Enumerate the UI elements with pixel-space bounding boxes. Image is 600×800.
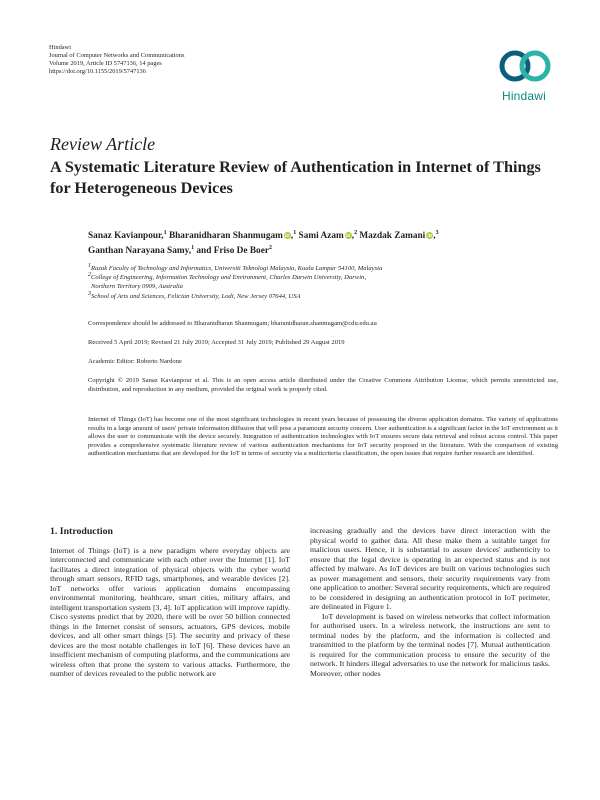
author (88, 231, 167, 241)
author: Mazdak Zamani iD,$^3$ (359, 229, 439, 241)
orcid-icon[interactable]: iD (345, 233, 351, 238)
orcid-icon[interactable]: iD (427, 233, 432, 238)
doi-link[interactable]: https://doi.org/10.1155/2019/5747136 (49, 68, 146, 75)
affiliation-mark: 3 (88, 290, 91, 297)
author-name: Mazdak Zamani (359, 231, 426, 241)
hindawi-logo-text: Hindawi (501, 89, 547, 103)
author-name: and Friso De Boer (196, 245, 269, 256)
author-affiliation-mark: 1 (293, 229, 297, 236)
author-affiliation-mark: 2 (268, 244, 272, 251)
affiliation (88, 292, 558, 301)
affiliation-text: Razak Faculty of Technology and Informatics, Universiti Teknologi Malaysia, Kuala Lumpur 54100, Malaysia (91, 265, 383, 272)
body-paragraph: IoT development is based on wireless networks that collect information for authorised users. In a wireless network, the instructions are sent to terminal nodes by the platform, and the information is collected and transmitted to the platform by the terminal nodes [7]. Mutual authentication is required for the communication process to ensure the security of the network. It hinders illegal adversaries to use the network for malicious tasks. Moreover, other nodes (310, 611, 550, 678)
author (88, 246, 194, 256)
author-affiliation-mark: 1 (191, 244, 195, 251)
publisher-name: Hindawi (49, 44, 72, 51)
affiliation-mark: 2 (88, 272, 91, 279)
author (196, 246, 272, 256)
article-title: A Systematic Literature Review of Authentication in Internet of Things for Heterogeneous Devices (50, 158, 541, 197)
section-heading: 1. Introduction (50, 526, 113, 537)
affiliation-mark: 1 (88, 262, 91, 269)
journal-meta (49, 44, 184, 76)
author-name: Sanaz Kavianpour, (88, 231, 164, 241)
body-paragraph: increasing gradually and the devices have direct interaction with the physical world to gather data. All these make them a suitable target for malicious users. Hence, it is substantial to assure devices' authenticity to ensure that the legal device is operating in an expected status and is not affected by malware. As IoT devices are built on various technologies such as power management and sensors, their security requirements vary from one application to another. Several security requirements, which are required to be considered in designing an authentication protocol in IoT perimeter, are delineated in Figure 1. (310, 526, 550, 611)
affiliation-continuation: Northern Territory 0909, Australia (91, 283, 183, 291)
author-affiliation-mark: 2 (354, 229, 358, 236)
body-paragraph: Internet of Things (IoT) is a new paradigm where everyday objects are interconnected and communicate with each other over the Internet [1]. IoT facilitates a direct integration of physical objects with the cyber world through smart sensors, RFID tags, smartphones, and wearable devices [2]. IoT networks offer various application domains encompassing environmental monitoring, healthcare, smart cities, military affairs, and intelligent transportation system [3, 4]. IoT application will improve rapidly. Cisco systems predict that by 2020, there will be over 50 billion connected things in the Internet consist of sensors, actuators, GPS devices, mobile devices, and all other smart things [5]. The security and privacy of these devices are the most notable challenges in IoT [6]. These devices have an insufficient mechanism of computing platforms, and the communications are wireless often that prone the system to various attacks. Furthermore, the number of devices revealed to the public network are (50, 545, 290, 678)
author-affiliation-mark: 3 (435, 229, 439, 236)
journal-name: Journal of Computer Networks and Communications (49, 52, 185, 59)
author-name: Bharanidharan Shanmugam (168, 231, 283, 241)
academic-editor: Academic Editor: Roberto Nardone (88, 358, 182, 365)
author-name: Ganthan Narayana Samy, (88, 245, 192, 256)
correspondence: Correspondence should be addressed to Bharanidharan Shanmugam; bharanidharan.shanmugam@cdu.edu.au (88, 320, 377, 327)
volume-info: Volume 2019, Article ID 5747136, 14 pages (49, 60, 162, 67)
author: Sami Azam iD,$^2$ (298, 229, 358, 241)
abstract: Internet of Things (IoT) has become one of the most significant technologies in recent years because of possessing the diverse application domains. The variety of applications results in a large amount of users' private information diffusion that will pose a paramount security concern. User authentication is a significant factor in the IoT environment as it allows the user to communicate with the device securely. Integration of authentication technologies with IoT ensures secure data retrieval and robust access control. This paper provides a comprehensive systematic literature review of various authentication mechanisms for IoT security proposed in the literature. With the comparison of existing authentication mechanisms that are developed for the IoT in terms of security via a multicriteria classification, the open issues that require further research are identified. (88, 416, 558, 457)
right-column (310, 526, 550, 678)
left-column (50, 527, 290, 679)
orcid-icon[interactable]: iD (285, 233, 290, 238)
author: Bharanidharan Shanmugam iD,$^1$ (168, 229, 297, 241)
publication-dates: Received 5 April 2019; Revised 21 July 2019; Accepted 31 July 2019; Published 29 August 2019 (88, 339, 345, 346)
copyright-notice: Copyright © 2019 Sanaz Kavianpour et al. This is an open access article distributed under the Creative Commons Attribution License, which permits unrestricted use, distribution, and reproduction in any medium, provided the original work is properly cited. (88, 377, 558, 393)
affiliation-list (88, 264, 558, 301)
affiliation-text: School of Arts and Sciences, Felician University, Lodi, New Jersey 07644, USA (91, 292, 301, 300)
affiliation-text: College of Engineering, Information Technology and Environment, Charles Darwin University, Darwin, (91, 274, 366, 282)
affiliation (88, 264, 558, 273)
author-name: Sami Azam (298, 231, 344, 241)
article-type: Review Article (50, 134, 156, 154)
affiliation (88, 273, 558, 282)
author-list (88, 229, 558, 258)
author-affiliation-mark: 1 (163, 229, 167, 236)
